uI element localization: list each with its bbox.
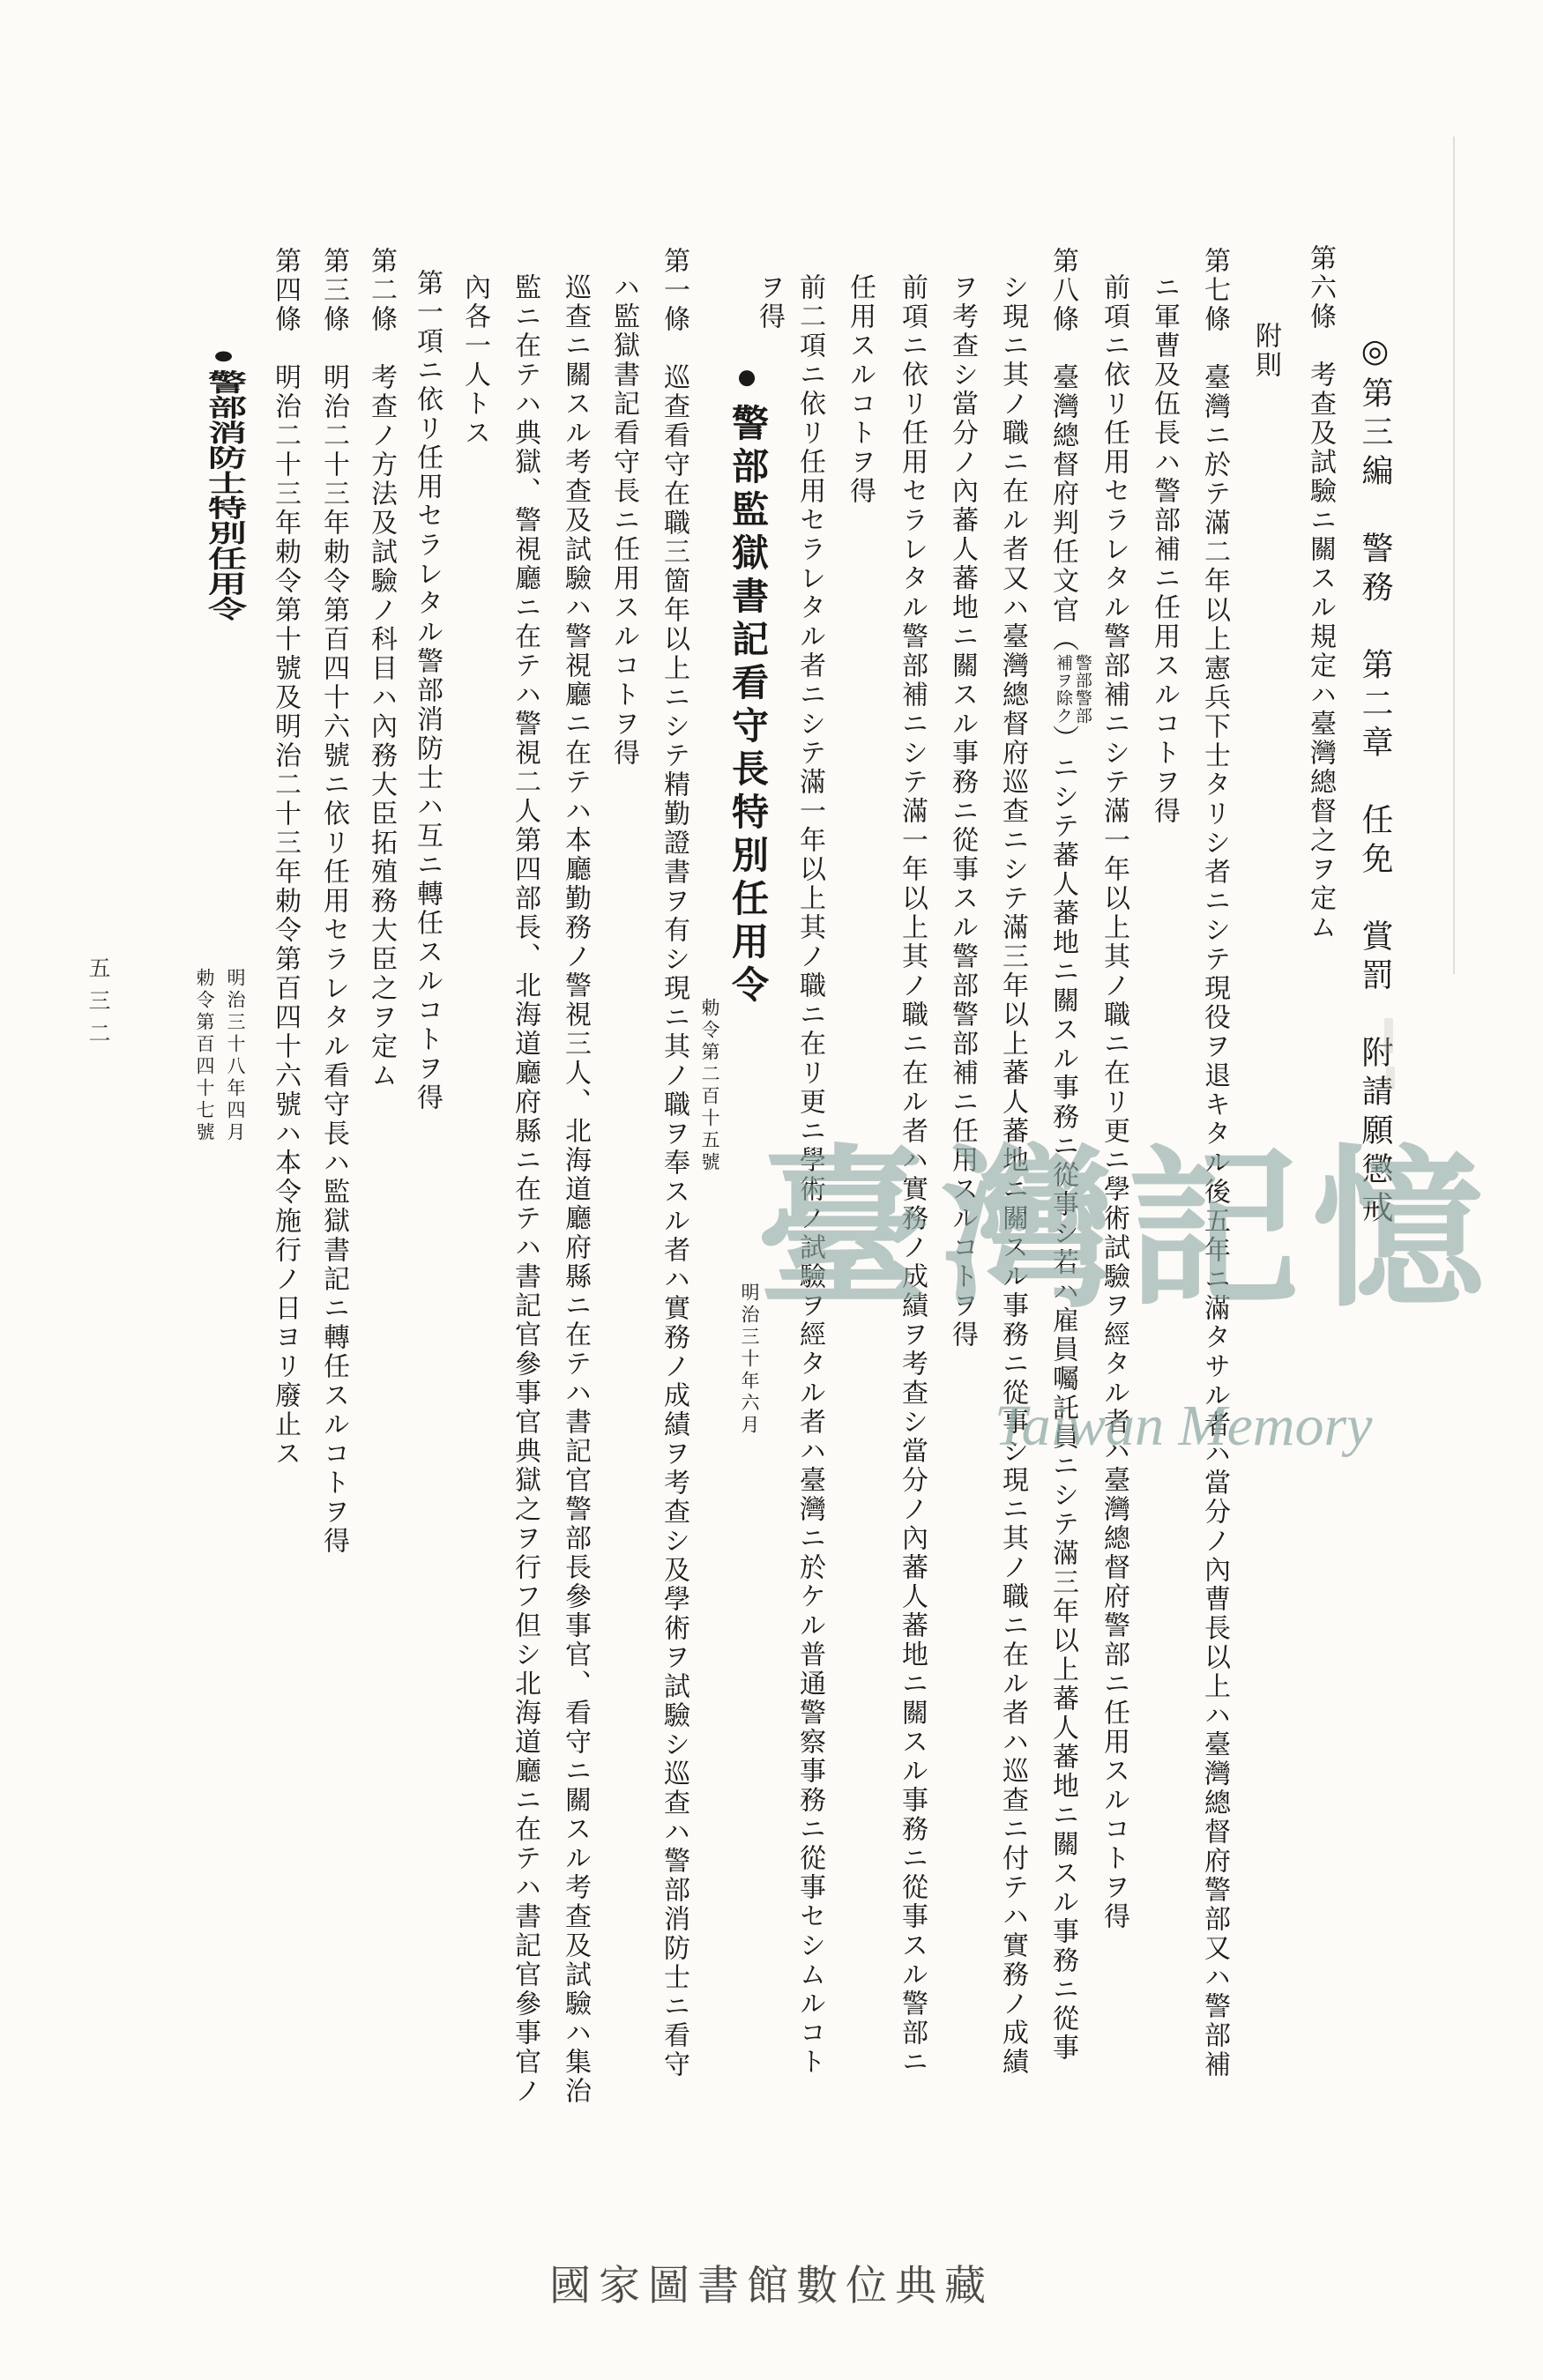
decree2-article-1-line-4: 監ニ在テハ典獄、警視廳ニ在テハ警視二人第四部長、北海道廳府縣ニ在テハ書記官參事官典獄之ヲ行フ但シ北海道廳ニ在テハ書記官參事官ノ xyxy=(511,273,540,2106)
page-number: 五三二 xyxy=(86,956,109,1054)
article-6-column: 第六條 考查及試驗ニ關スル規定ハ臺灣總督之ヲ定ム xyxy=(1306,244,1335,942)
masthead-column: ◎第三編 警務 第二章 任免 賞罰 附請願懲戒 xyxy=(1358,333,1393,1230)
page-edge-rule xyxy=(1453,137,1455,974)
article-8-line-2: シ現ニ其ノ職ニ在ル者又ハ臺灣總督府巡查ニシテ滿三年以上蕃人蕃地ニ關スル事務ニ從事シ現ニ其ノ職ニ在ル者ハ巡查ニ付テハ實務ノ成績 xyxy=(998,273,1027,2077)
decree2-article-1-line-3: 巡查ニ關スル考查及試驗ハ警視廳ニ在テハ本廳勤務ノ警視三人、北海道廳府縣ニ在テハ書記官警部長參事官、看守ニ關スル考查及試驗ハ集治 xyxy=(561,273,590,2106)
article-7-line-2: ニ軍曹及伍長ハ警部補ニ任用スルコトヲ得 xyxy=(1150,273,1179,826)
decree2-article-1-line-5: 內各一人トス xyxy=(460,273,489,448)
decree2-cite-date: 明治三十年六月 xyxy=(739,1283,760,1437)
decree2-article-1-line-6: 第一項ニ依リ任用セラレタル警部消防士ハ互ニ轉任スルコトヲ得 xyxy=(413,269,442,1112)
taiwan-memory-watermark-latin: Taiwan Memory xyxy=(995,1394,1373,1458)
bleedthrough-mark xyxy=(1384,1018,1393,1053)
decree2-article-4: 第四條 明治二十三年勅令第十號及明治二十三年勅令第百四十六號ハ本令施行ノ日ヨリ廢止ス xyxy=(271,247,300,1469)
fusoku-heading: 附則 xyxy=(1251,322,1280,380)
bleedthrough-mark xyxy=(1386,1067,1395,1090)
article-8-line-6: 前二項ニ依リ任用セラレタル者ニシテ滿一年以上其ノ職ニ在リ更ニ學術ノ試驗ヲ經タル者ハ臺灣ニ於ケル普通警察事務ニ從事セシムルコト xyxy=(795,273,824,2077)
article-8-line-1: 第八條 臺灣總督府判任文官（ 警部警部 補ヲ除ク ）ニシテ蕃人蕃地ニ關スル事務ニ從事シ若ハ雇員囑託員ニシテ滿三年以上蕃人蕃地ニ關スル事務ニ從事 xyxy=(1048,247,1092,2063)
decree2-article-2: 第二條 考查ノ方法及試驗ノ科目ハ內務大臣拓殖務大臣之ヲ定ム xyxy=(367,247,396,1090)
decree2-cite-number: 勅令第二百十五號 xyxy=(699,998,720,1174)
inline-note: 警部警部 補ヲ除ク xyxy=(1054,654,1092,725)
decree2-article-1-line-1: 第一條 巡查看守在職三箇年以上ニシテ精勤證書ヲ有シ現ニ其ノ職ヲ奉スル者ハ實務ノ成績ヲ考查シ及學術ヲ試驗シ巡查ハ警部消防士ニ看守 xyxy=(660,247,689,2079)
decree2-article-3: 第三條 明治二十三年勅令第百四十六號ニ依リ任用セラレタル看守長ハ監獄書記ニ轉任スルコトヲ得 xyxy=(319,247,348,1556)
decree3-title: ●警部消防士特別任用令 xyxy=(202,342,245,621)
article-7-line-1: 第七條 臺灣ニ於テ滿二年以上憲兵下士タリシ者ニシテ現役ヲ退キタル後五年ニ滿タサル者ハ當分ノ內曹長以上ハ臺灣總督府警部又ハ警部補 xyxy=(1200,247,1229,2079)
archive-caption: 國家圖書館數位典藏 xyxy=(549,2264,994,2309)
article-8-line-3: ヲ考查シ當分ノ內蕃人蕃地ニ關スル事務ニ從事スル警部警部補ニ任用スルコトヲ得 xyxy=(948,273,977,1350)
article-8-line-4: 前項ニ依リ任用セラレタル警部補ニシテ滿一年以上其ノ職ニ在ル者ハ實務ノ成績ヲ考查シ當分ノ內蕃人蕃地ニ關スル事務ニ從事スル警部ニ xyxy=(898,273,927,2077)
article-8-line-5: 任用スルコトヲ得 xyxy=(846,273,875,506)
decree2-article-1-line-2: ハ監獄書記看守長ニ任用スルコトヲ得 xyxy=(609,273,638,768)
decree2-title: ●警部監獄書記看守長特別任用令 xyxy=(727,357,767,1008)
article-8-line-7: ヲ得 xyxy=(755,273,784,331)
taiwan-memory-watermark: 臺灣記憶 xyxy=(757,1136,1498,1328)
article-7-line-3: 前項ニ依リ任用セラレタル警部補ニシテ滿一年以上其ノ職ニ在リ更ニ學術試驗ヲ經タル者ハ臺灣總督府警部ニ任用スルコトヲ得 xyxy=(1099,273,1129,1931)
decree3-cite-number: 勅令第百四十七號 xyxy=(194,968,215,1144)
decree3-cite-date: 明治三十八年四月 xyxy=(225,968,246,1144)
